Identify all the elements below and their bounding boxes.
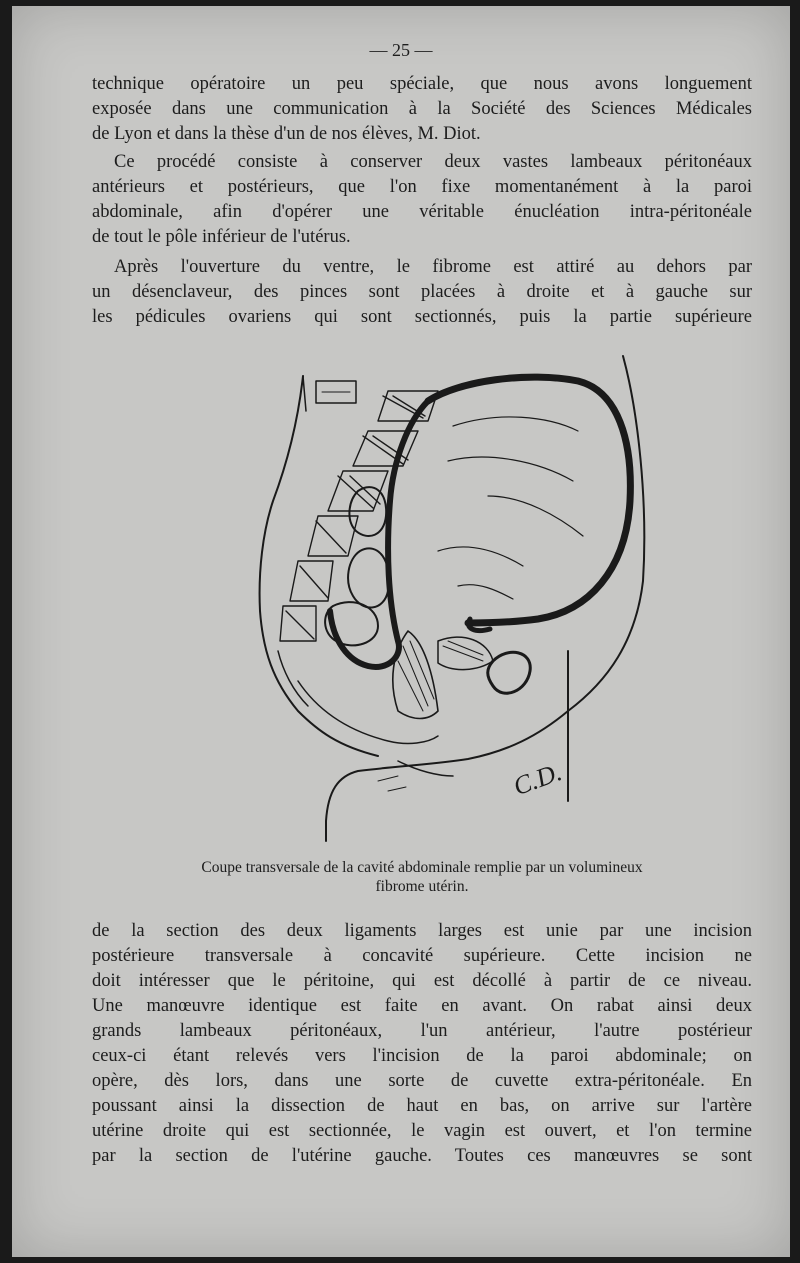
caption-line: fibrome utérin. xyxy=(375,878,469,895)
text-line: doit intéresser que le péritoine, qui est décollé à partir de ce niveau. xyxy=(92,971,752,991)
page-number: — 25 — xyxy=(369,40,433,60)
text-line: Une manœuvre identique est faite en avant. On rabat ainsi deux xyxy=(92,996,752,1016)
text-line: exposée dans une communication à la Société des Sciences Médicales xyxy=(92,99,752,119)
text-line: antérieurs et postérieurs, que l'on fixe momentanément à la paroi xyxy=(92,177,752,197)
text-line: de la section des deux ligaments larges est unie par une incision xyxy=(92,921,752,941)
text-line: Ce procédé consiste à conserver deux vastes lambeaux péritonéaux xyxy=(114,152,752,172)
text-line: technique opératoire un peu spéciale, que nous avons longuement xyxy=(92,74,752,94)
text-line: les pédicules ovariens qui sont sectionnés, puis la partie supérieure xyxy=(92,307,752,327)
text-line: ceux-ci étant relevés vers l'incision de la paroi abdominale; on xyxy=(92,1046,752,1066)
text-line: par la section de l'utérine gauche. Toutes ces manœuvres se sont xyxy=(92,1146,752,1166)
paragraph-1 xyxy=(92,72,752,147)
artist-signature: C.D. xyxy=(509,757,566,802)
text-line: utérine droite qui est sectionnée, le vagin est ouvert, et l'on termine xyxy=(92,1121,752,1141)
caption-line: Coupe transversale de la cavité abdominale remplie par un volumineux xyxy=(201,859,643,876)
anatomical-illustration xyxy=(238,351,658,856)
figure-caption xyxy=(82,858,762,896)
text-line: un désenclaveur, des pinces sont placées à droite et à gauche sur xyxy=(92,282,752,302)
text-line: opère, dès lors, dans une sorte de cuvette extra-péritonéale. En xyxy=(92,1071,752,1091)
paragraph-3 xyxy=(92,255,752,330)
paragraph-4 xyxy=(92,919,752,1169)
paragraph-2 xyxy=(92,150,752,250)
text-line: de Lyon et dans la thèse d'un de nos élèves, M. Diot. xyxy=(92,124,481,144)
text-line: Après l'ouverture du ventre, le fibrome est attiré au dehors par xyxy=(114,257,752,277)
text-line: abdominale, afin d'opérer une véritable énucléation intra-péritonéale xyxy=(92,202,752,222)
text-line: postérieure transversale à concavité supérieure. Cette incision ne xyxy=(92,946,752,966)
text-line: grands lambeaux péritonéaux, l'un antérieur, l'autre postérieur xyxy=(92,1021,752,1041)
text-line: poussant ainsi la dissection de haut en bas, on arrive sur l'artère xyxy=(92,1096,752,1116)
book-page xyxy=(12,6,790,1257)
text-line: de tout le pôle inférieur de l'utérus. xyxy=(92,227,351,247)
